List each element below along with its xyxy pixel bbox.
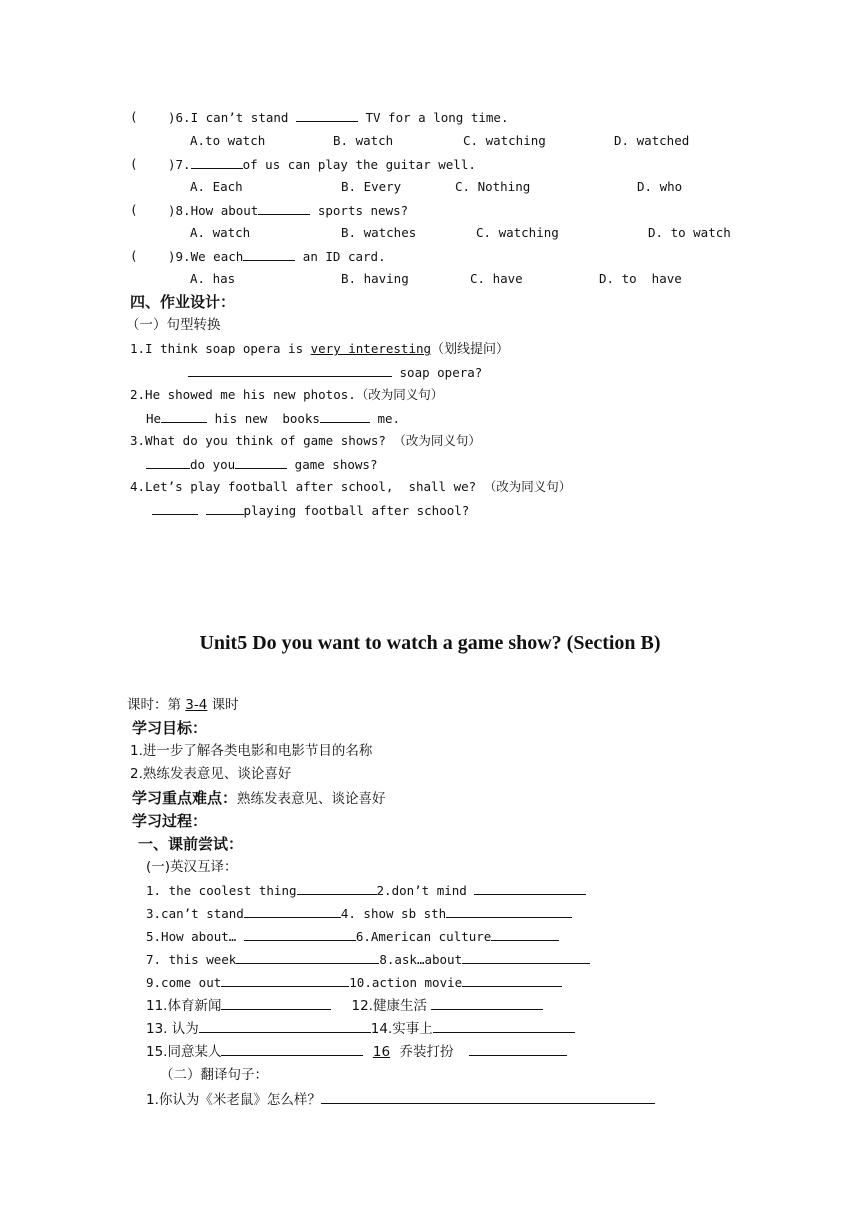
- question-text: )6.I can’t stand TV for a long time.: [168, 110, 509, 125]
- option-c: C. Nothing: [455, 179, 531, 194]
- vocab-row: 11.体育新闻 12.健康生活: [146, 996, 543, 1015]
- answer-blank[interactable]: [297, 881, 377, 895]
- answer-blank[interactable]: [469, 1042, 567, 1056]
- vocab-row: 3.can’t stand 4. show sb sth: [146, 904, 572, 923]
- option-b: B. watches: [341, 225, 417, 240]
- answer-blank[interactable]: [462, 950, 590, 964]
- option-a: A. watch: [190, 225, 251, 240]
- translate-heading: (一)英汉互译：: [146, 859, 238, 875]
- answer-blank[interactable]: [296, 108, 358, 122]
- answer-blank[interactable]: [321, 1090, 655, 1104]
- answer-blank[interactable]: [462, 973, 562, 987]
- vocab-row: 9.come out 10.action movie: [146, 973, 562, 992]
- answer-blank[interactable]: [206, 501, 244, 515]
- goal-1: 1.进一步了解各类电影和电影节目的名称: [130, 743, 373, 759]
- vocab-row: 7. this week 8.ask…about: [146, 950, 590, 969]
- option-a: A. has: [190, 271, 236, 286]
- answer-blank[interactable]: [431, 996, 543, 1010]
- homework-q2-answer: He his new books me.: [146, 411, 401, 426]
- answer-paren[interactable]: (: [130, 248, 138, 263]
- answer-blank[interactable]: [191, 155, 243, 169]
- option-c: C. watching: [463, 133, 546, 148]
- answer-blank[interactable]: [474, 881, 586, 895]
- sentences-heading: （二）翻译句子：: [160, 1067, 268, 1083]
- option-b: B. Every: [341, 179, 402, 194]
- option-d: D. to watch: [648, 225, 731, 240]
- answer-blank[interactable]: [236, 950, 379, 964]
- option-b: B. watch: [333, 133, 394, 148]
- answer-blank[interactable]: [244, 904, 341, 918]
- pre-class-heading: 一、课前尝试：: [138, 835, 244, 853]
- vocab-row: 13. 认为 14.实事上: [146, 1019, 575, 1038]
- option-c: C. have: [470, 271, 523, 286]
- question-text: )9.We each an ID card.: [168, 249, 386, 264]
- goals-heading: 学习目标：: [132, 719, 208, 737]
- option-a: A.to watch: [190, 133, 266, 148]
- answer-blank[interactable]: [221, 996, 331, 1010]
- answer-blank[interactable]: [221, 973, 349, 987]
- answer-blank[interactable]: [188, 363, 392, 377]
- vocab-row: 1. the coolest thing 2.don’t mind: [146, 881, 586, 900]
- vocab-row: 15.同意某人 16 乔装打扮: [146, 1042, 567, 1061]
- option-a: A. Each: [190, 179, 243, 194]
- homework-q3: 3.What do you think of game shows? （改为同义句）: [130, 433, 481, 448]
- homework-q2: 2.He showed me his new photos.（改为同义句）: [130, 387, 444, 402]
- answer-paren[interactable]: (: [130, 109, 138, 124]
- answer-paren[interactable]: (: [130, 156, 138, 171]
- answer-blank[interactable]: [491, 927, 559, 941]
- homework-subheading: （一）句型转换: [126, 317, 221, 333]
- answer-blank[interactable]: [243, 247, 295, 261]
- answer-blank[interactable]: [161, 409, 207, 423]
- answer-blank[interactable]: [221, 1042, 363, 1056]
- homework-q4: 4.Let’s play football after school, shall we? （改为同义句）: [130, 479, 572, 494]
- goal-2: 2.熟练发表意见、谈论喜好: [130, 766, 292, 782]
- vocab-row: 5.How about… 6.American culture: [146, 927, 559, 946]
- homework-q1: 1.I think soap opera is very interesting（划线提问）: [130, 341, 510, 357]
- process-heading: 学习过程：: [132, 812, 208, 830]
- sentence-1: 1.你认为《米老鼠》怎么样？: [146, 1090, 655, 1109]
- answer-blank[interactable]: [244, 927, 356, 941]
- answer-paren[interactable]: (: [130, 202, 138, 217]
- answer-blank[interactable]: [320, 409, 370, 423]
- answer-blank[interactable]: [446, 904, 572, 918]
- homework-q3-answer: do you game shows?: [146, 455, 377, 474]
- answer-blank[interactable]: [433, 1019, 575, 1033]
- answer-blank[interactable]: [146, 455, 190, 469]
- answer-blank[interactable]: [258, 201, 310, 215]
- question-text: )8.How about sports news?: [168, 203, 409, 218]
- option-d: D. to have: [599, 271, 682, 286]
- homework-heading: 四、作业设计：: [130, 293, 236, 311]
- page-title: Unit5 Do you want to watch a game show? (Section B): [199, 632, 661, 654]
- option-d: D. watched: [614, 133, 690, 148]
- option-d: D. who: [637, 179, 683, 194]
- answer-blank[interactable]: [199, 1019, 371, 1033]
- period-line: 课时：第 3-4 课时: [127, 697, 239, 713]
- homework-q1-answer: soap opera?: [188, 363, 482, 382]
- homework-q4-answer: playing football after school?: [152, 501, 469, 520]
- question-text: )7. of us can play the guitar well.: [168, 157, 476, 172]
- option-b: B. having: [341, 271, 409, 286]
- key-points: 学习重点难点：熟练发表意见、谈论喜好: [132, 789, 386, 807]
- answer-blank[interactable]: [152, 501, 198, 515]
- option-c: C. watching: [476, 225, 559, 240]
- answer-blank[interactable]: [235, 455, 287, 469]
